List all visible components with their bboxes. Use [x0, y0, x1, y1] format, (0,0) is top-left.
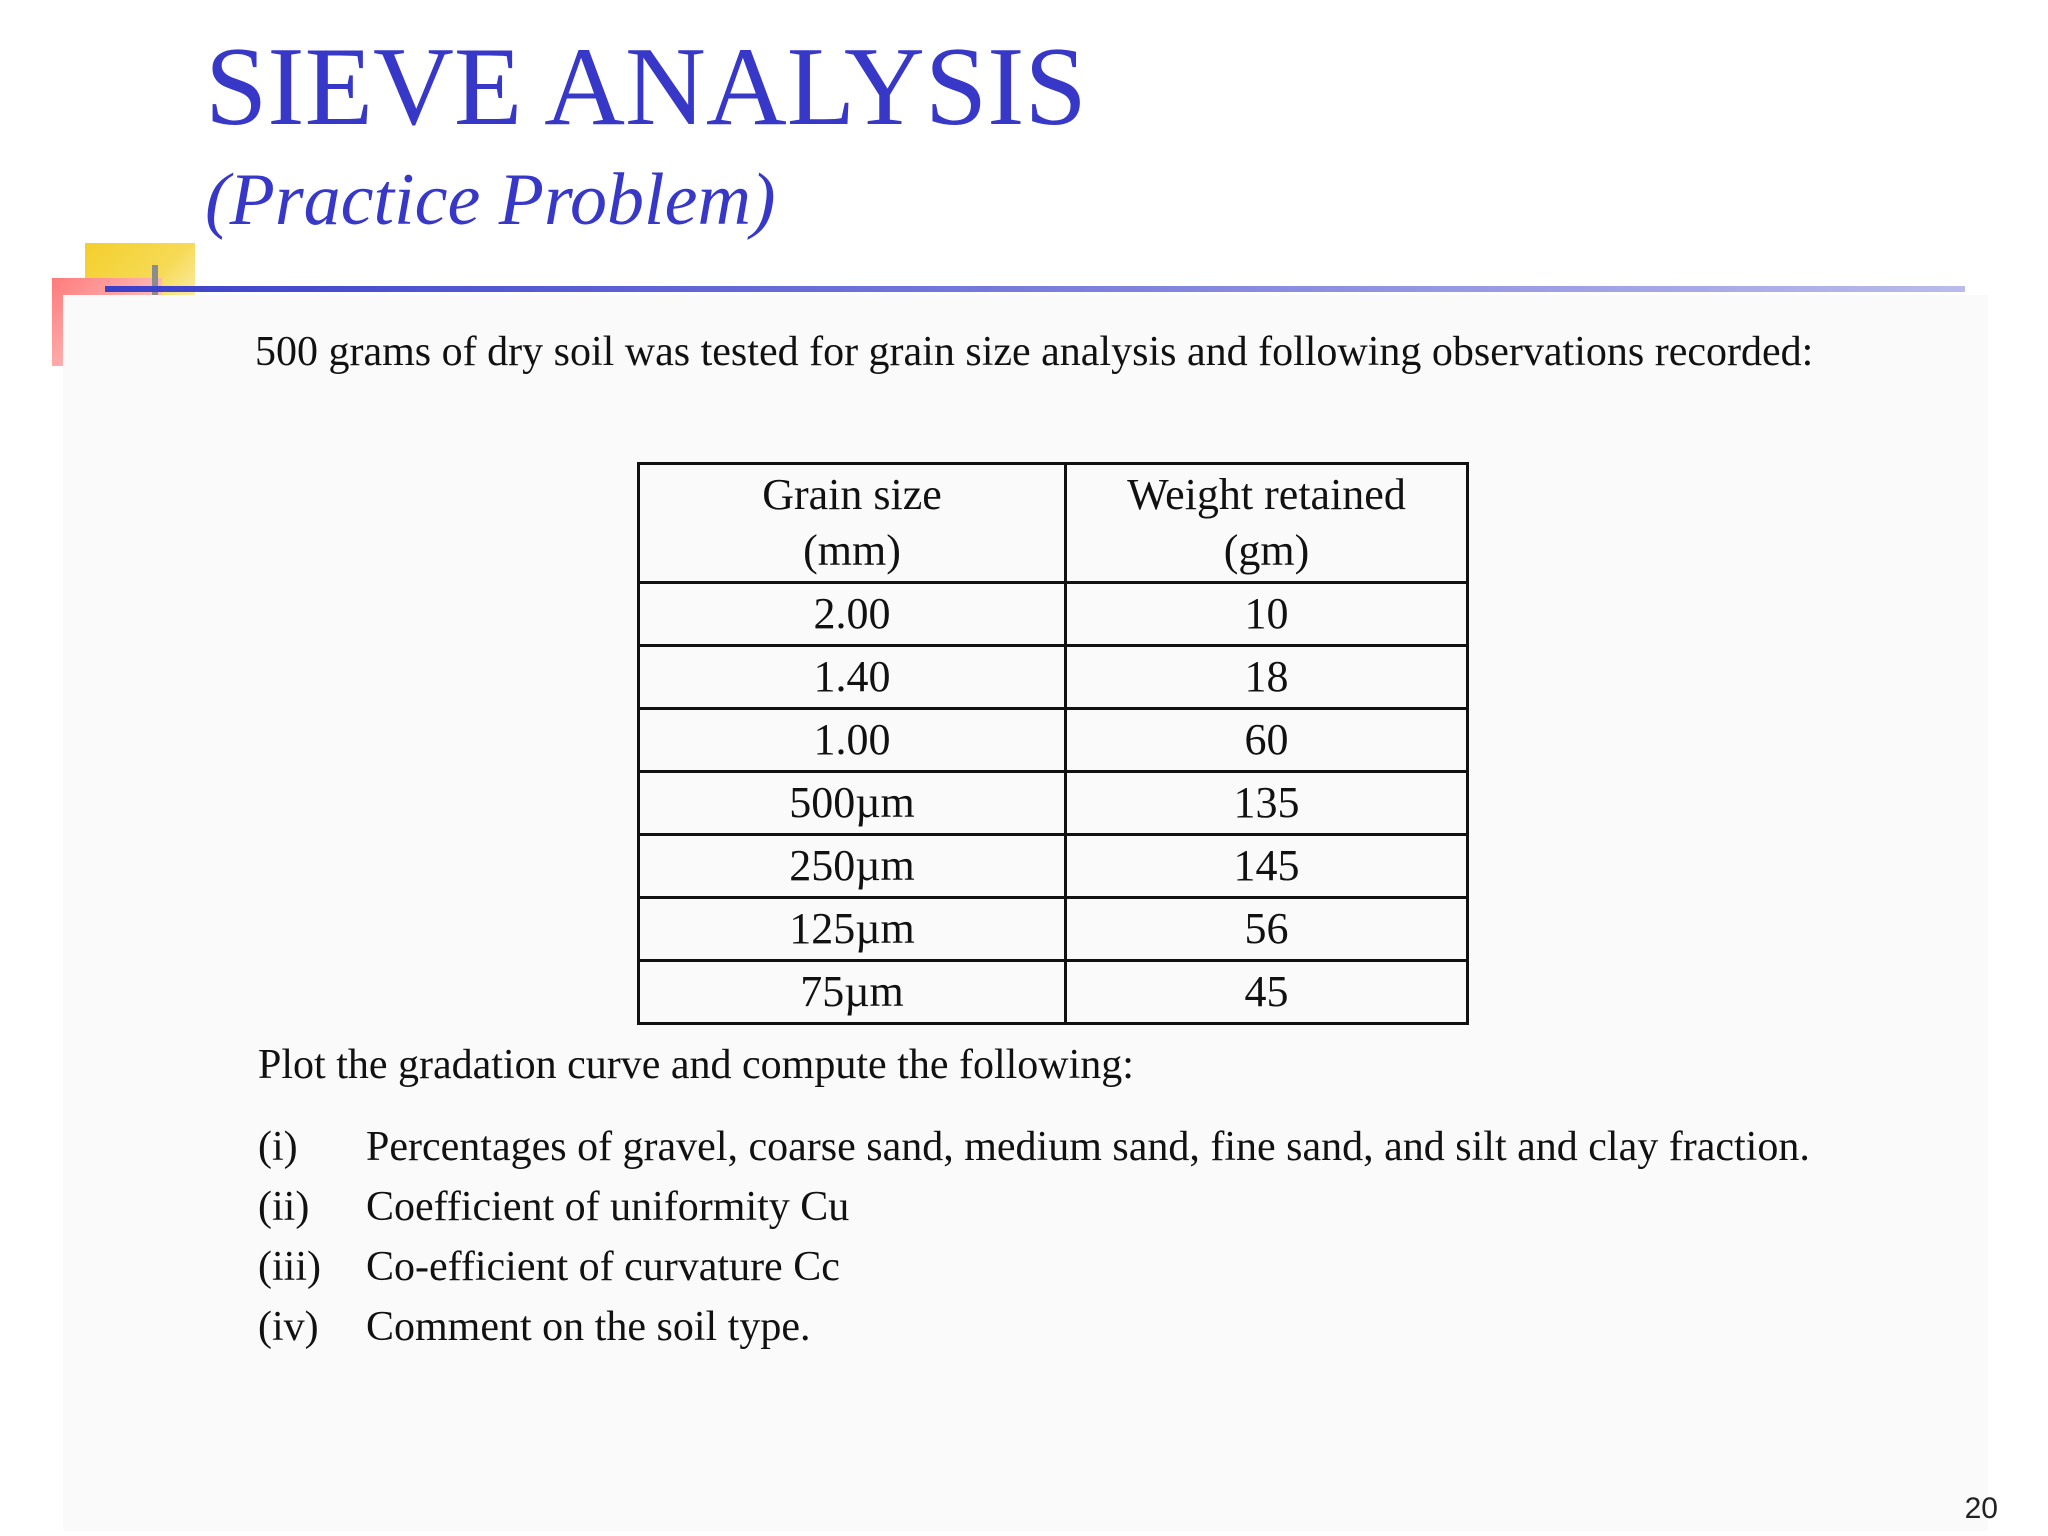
cell-weight: 10	[1066, 583, 1468, 646]
cell-grain-size: 250µm	[639, 835, 1066, 898]
cell-weight: 60	[1066, 709, 1468, 772]
header-weight-label: Weight retained	[1127, 470, 1406, 519]
table-row	[639, 709, 1468, 772]
slide-title: SIEVE ANALYSIS	[205, 25, 1087, 149]
cell-weight: 56	[1066, 898, 1468, 961]
page-number: 20	[1964, 1492, 1998, 1525]
title-underline	[105, 286, 1965, 292]
sieve-data-table	[637, 462, 1469, 1025]
item-number: (iv)	[258, 1304, 319, 1350]
header-grain-size-label: Grain size	[762, 470, 942, 519]
header-grain-size	[639, 464, 1066, 583]
list-item	[258, 1118, 1968, 1176]
cell-weight: 135	[1066, 772, 1468, 835]
table-row	[639, 646, 1468, 709]
item-text: Coefficient of uniformity Cu	[366, 1184, 850, 1230]
item-text: Co-efficient of curvature Cc	[366, 1244, 840, 1290]
table-row	[639, 835, 1468, 898]
item-number: (i)	[258, 1124, 298, 1170]
cell-grain-size: 75µm	[639, 961, 1066, 1024]
table-row	[639, 898, 1468, 961]
cell-grain-size: 1.00	[639, 709, 1066, 772]
cell-weight: 145	[1066, 835, 1468, 898]
list-item	[258, 1298, 1968, 1356]
cell-grain-size: 1.40	[639, 646, 1066, 709]
list-item	[258, 1178, 1968, 1236]
table-row	[639, 583, 1468, 646]
problem-prompt: Plot the gradation curve and compute the following:	[258, 1042, 1134, 1088]
cell-grain-size: 125µm	[639, 898, 1066, 961]
cell-grain-size: 2.00	[639, 583, 1066, 646]
table-row	[639, 772, 1468, 835]
header-weight-retained	[1066, 464, 1468, 583]
item-text: Percentages of gravel, coarse sand, medium sand, fine sand, and silt and clay fraction.	[366, 1124, 1810, 1170]
list-item	[258, 1238, 1968, 1296]
cell-weight: 18	[1066, 646, 1468, 709]
question-list	[258, 1118, 1968, 1356]
table-header-row	[639, 464, 1468, 583]
header-weight-unit: (gm)	[1223, 526, 1310, 575]
problem-intro: 500 grams of dry soil was tested for grain size analysis and following observations recorded:	[255, 329, 1814, 375]
table-row	[639, 961, 1468, 1024]
slide-subtitle: (Practice Problem)	[205, 159, 776, 241]
header-grain-size-unit: (mm)	[803, 526, 901, 575]
cell-grain-size: 500µm	[639, 772, 1066, 835]
cell-weight: 45	[1066, 961, 1468, 1024]
item-text: Comment on the soil type.	[366, 1304, 811, 1350]
item-number: (ii)	[258, 1184, 310, 1230]
item-number: (iii)	[258, 1244, 321, 1290]
